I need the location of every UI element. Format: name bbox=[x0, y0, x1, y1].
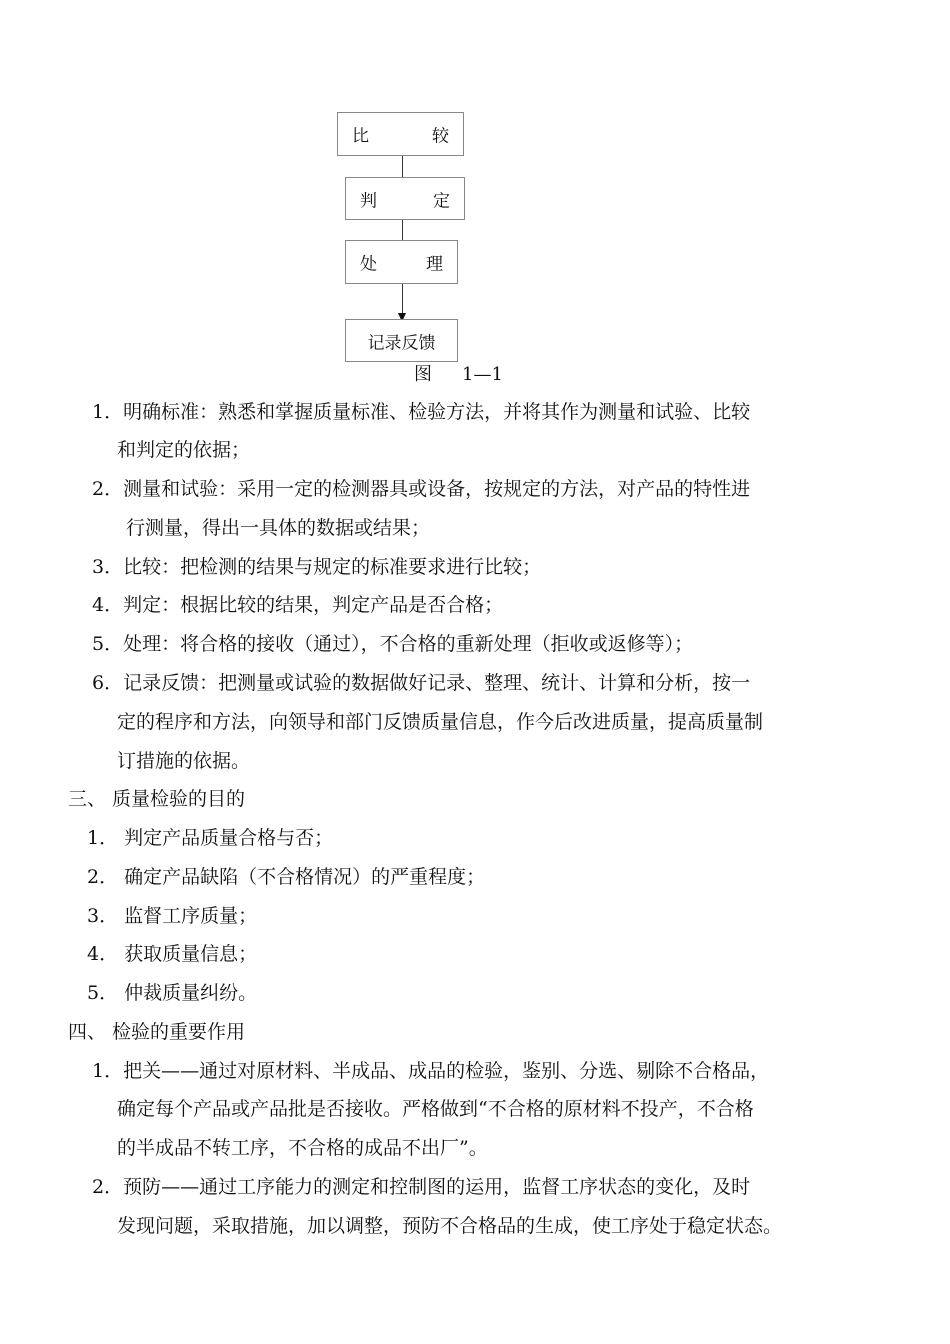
text-line: 1．明确标准：熟悉和掌握质量标准、检验方法，并将其作为测量和试验、比较 bbox=[92, 401, 751, 423]
text-line: 2． 确定产品缺陷（不合格情况）的严重程度； bbox=[87, 866, 486, 888]
text-line: 和判定的依据； bbox=[117, 439, 251, 461]
text-line: 定的程序和方法，向领导和部门反馈质量信息，作今后改进质量，提高质量制 bbox=[117, 711, 764, 733]
text-line: 1．把关——通过对原材料、半成品、成品的检验，鉴别、分选、剔除不合格品， bbox=[92, 1060, 770, 1082]
text-line: 2．预防——通过工序能力的测定和控制图的运用，监督工序状态的变化，及时 bbox=[92, 1176, 751, 1198]
flow-box-compare bbox=[337, 112, 464, 156]
text-line: 3．比较：把检测的结果与规定的标准要求进行比较； bbox=[92, 556, 542, 578]
text-line: 的半成品不转工序，不合格的成品不出厂”。 bbox=[117, 1137, 488, 1159]
figure-label-prefix: 图 bbox=[414, 364, 432, 385]
text-line: 6．记录反馈：把测量或试验的数据做好记录、整理、统计、计算和分析，按一 bbox=[92, 672, 751, 694]
flow-connector-3 bbox=[402, 284, 403, 314]
section-heading: 四、 检验的重要作用 bbox=[68, 1021, 246, 1043]
flow-box-compare-right: 较 bbox=[432, 126, 449, 147]
flow-box-process bbox=[345, 240, 458, 284]
flow-box-process-right: 理 bbox=[426, 254, 443, 275]
flow-box-record-feedback bbox=[345, 319, 458, 362]
text-line: 行测量，得出一具体的数据或结果； bbox=[126, 517, 431, 539]
text-line: 4． 获取质量信息； bbox=[87, 943, 258, 965]
text-line: 发现问题，采取措施，加以调整，预防不合格品的生成，使工序处于稳定状态。 bbox=[117, 1215, 783, 1237]
section-heading: 三、 质量检验的目的 bbox=[68, 788, 246, 810]
figure-label bbox=[414, 360, 503, 386]
flow-box-record-feedback-label: 记录反馈 bbox=[367, 333, 436, 353]
text-line: 5． 仲裁质量纠纷。 bbox=[87, 982, 258, 1004]
flow-box-judge bbox=[345, 177, 465, 220]
text-line: 3． 监督工序质量； bbox=[87, 905, 258, 927]
text-line: 5．处理：将合格的接收（通过），不合格的重新处理（拒收或返修等）； bbox=[92, 633, 694, 655]
text-line: 4．判定：根据比较的结果，判定产品是否合格； bbox=[92, 594, 504, 616]
text-line: 订措施的依据。 bbox=[117, 750, 251, 772]
text-line: 1． 判定产品质量合格与否； bbox=[87, 827, 334, 849]
flow-box-judge-right: 定 bbox=[433, 191, 450, 211]
flow-box-judge-left: 判 bbox=[360, 191, 377, 211]
text-line: 确定每个产品或产品批是否接收。严格做到“不合格的原材料不投产，不合格 bbox=[117, 1098, 754, 1120]
flow-box-compare-left: 比 bbox=[352, 126, 369, 147]
text-line: 2．测量和试验：采用一定的检测器具或设备，按规定的方法，对产品的特性进 bbox=[92, 478, 751, 500]
figure-label-number: 1—1 bbox=[462, 364, 503, 385]
flow-box-process-left: 处 bbox=[360, 254, 377, 275]
